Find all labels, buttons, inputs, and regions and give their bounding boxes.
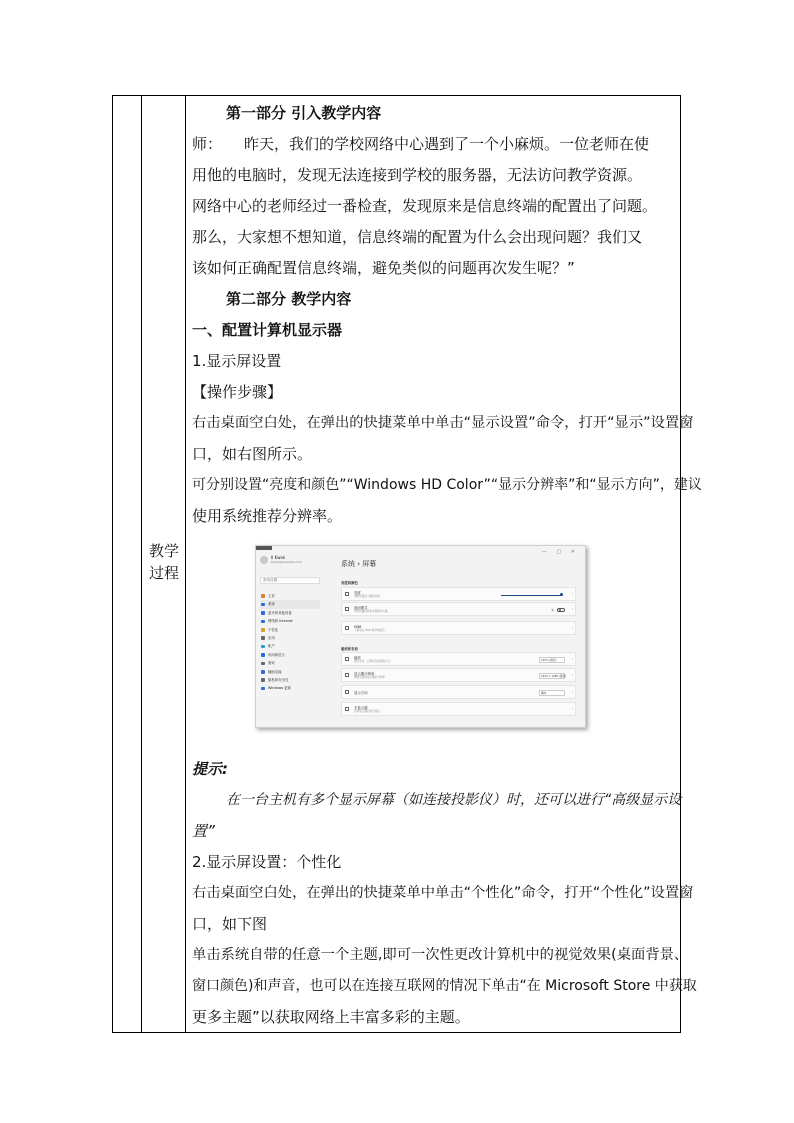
settings-nav-item [260,600,320,608]
user-email: kwok@example.com [271,560,303,564]
card-title: 显示器分辨率 [354,671,375,676]
chevron-right-icon: › [571,690,573,694]
settings-card [341,685,576,699]
tip-line-1: 在一台主机有多个显示屏幕（如连接投影仪）时，还可以进行“高级显示设 [226,792,682,808]
settings-nav-item [260,617,320,625]
chevron-right-icon: › [571,657,573,661]
card-dropdown: 125% (推荐) [539,657,565,663]
brightness-slider [501,595,561,596]
item2-line-1: 右击桌面空白处，在弹出的快捷菜单中单击“个性化”命令，打开“个性化”设置窗 [192,885,694,901]
card-value: 关 [550,607,554,612]
settings-nav-item [260,659,320,667]
step-line-1: 右击桌面空白处，在弹出的快捷菜单中单击“显示设置”命令，打开“显示”设置窗 [192,415,694,431]
user-name: II Kwok [271,555,286,560]
card-icon [345,673,349,677]
avatar [260,556,268,564]
nav-item-icon [261,645,265,649]
settings-card [341,587,576,601]
nav-item-label: 系统 [268,602,275,607]
part1-line-1 [192,129,676,160]
nav-item-icon [261,628,265,632]
step-line-4: 使用系统推荐分辨率。 [192,507,343,525]
settings-card [341,652,576,666]
settings-nav-item [260,634,320,642]
item2-line-2: 口，如下图 [192,915,268,933]
section-scale: 缩放和布局 [341,647,358,651]
tip-line-2: 置” [192,822,215,840]
nav-item-label: 网络和 Internet [268,619,293,624]
card-subtitle: 调整连接的显示器的分辨率 [354,676,386,679]
toggle-dot [559,609,561,611]
card-title: 缩放 [354,655,361,660]
chevron-right-icon: › [571,626,573,630]
settings-nav-item [260,684,320,692]
item2-line-5: 更多主题”以获取网络上丰富多彩的主题。 [192,1008,470,1026]
display-settings-screenshot [255,545,586,728]
card-dropdown: 横向 [539,690,565,696]
item1-title: 1.显示屏设置 [192,352,282,370]
settings-nav-item [260,642,320,650]
card-title: 夜间模式 [354,605,368,610]
chevron-right-icon: › [571,707,573,711]
slider-knob [560,593,563,596]
part1-line-5: 该如何正确配置信息终端，避免类似的问题再次发生呢？” [192,259,575,277]
step-line-2: 口，如右图所示。 [192,445,313,463]
nav-item-icon [261,670,265,674]
card-icon [345,690,349,694]
settings-card [341,668,576,682]
settings-nav-item [260,668,320,676]
chevron-right-icon: › [571,592,573,596]
steps-label: 【操作步骤】 [192,383,283,401]
teacher-prefix: 师： [192,135,223,153]
nav-item-icon [261,653,265,657]
settings-nav-item [260,676,320,684]
nav-item-label: 时间和语言 [268,652,285,657]
item2-line-3: 单击系统自带的任意一个主题,即可一次性更改计算机中的视觉效果(桌面背景、 [192,947,689,963]
nav-item-icon [261,603,265,607]
nav-item-label: 游戏 [268,661,275,666]
card-subtitle: 调整内置显示器的亮度 [354,595,380,598]
card-icon [345,707,349,711]
window-controls-icon: — ▢ ✕ [541,549,579,555]
card-title: 显示方向 [354,690,368,695]
nav-item-icon [261,636,265,640]
nav-item-label: 帐户 [268,644,275,649]
card-icon [345,592,349,596]
nav-item-label: 主页 [268,594,275,598]
settings-nav-item [260,609,320,617]
part1-heading: 第一部分 引入教学内容 [226,104,382,122]
nav-item-icon [261,678,265,682]
card-icon [345,607,349,611]
card-subtitle: 使用较暖的颜色来帮助你入睡 [354,610,388,613]
nav-item-label: 蓝牙和其他设备 [268,610,292,615]
settings-card [341,621,576,635]
settings-nav-item [260,626,320,634]
column-divider-2 [185,96,186,1032]
item2-title: 2.显示屏设置：个性化 [192,853,342,871]
card-title: 亮度 [354,590,361,595]
card-title: HDR [354,624,362,629]
card-icon [345,626,349,630]
nav-item-label: 应用 [268,635,275,640]
nav-item-icon [261,687,265,691]
window-tag [256,546,272,550]
card-subtitle: 更改文本、应用和其他项的大小 [354,660,391,663]
nav-item-icon [261,662,265,666]
part1-line-4: 那么，大家想不想知道，信息终端的配置为什么会出现问题？我们又 [192,228,643,246]
card-dropdown: 1920 × 1080 (推荐) [541,674,567,678]
settings-nav-item [260,651,320,659]
nav-item-label: Windows 更新 [268,686,291,691]
item2-line-4: 窗口颜色)和声音，也可以在连接互联网的情况下单击“在 Microsoft Store 中获取 [192,978,697,994]
step-line-3: 可分别设置“亮度和颜色”“Windows HD Color”“显示分辨率”和“显示方向”，建议 [192,477,702,493]
part2-heading: 第二部分 教学内容 [226,290,352,308]
settings-search: 查找设置 [260,577,320,584]
section-brightness: 亮度和颜色 [341,581,358,585]
settings-nav-item [260,592,320,600]
chevron-right-icon: › [571,607,573,611]
settings-card [341,702,576,716]
nav-item-label: 辅助功能 [268,669,282,674]
nav-item-label: 隐私和安全性 [268,677,289,682]
card-icon [345,657,349,661]
column-divider-1 [141,96,142,1032]
night-light-toggle [557,608,565,612]
nav-item-icon [261,594,265,598]
section1-heading: 一、配置计算机显示器 [192,321,343,339]
settings-nav [260,592,320,693]
nav-item-label: 个性化 [268,627,279,632]
settings-title: 系统 › 屏幕 [341,560,377,568]
nav-item-icon [261,620,265,624]
chevron-right-icon: › [571,673,573,677]
part1-line-3: 网络中心的老师经过一番检查，发现原来是信息终端的配置出了问题。 [192,197,658,215]
tip-label: 提示: [192,760,228,778]
part1-line-2: 用他的电脑时，发现无法连接到学校的服务器，无法访问教学资源。 [192,166,643,184]
nav-item-icon [261,611,265,615]
card-title: 多显示器 [354,705,368,710]
side-label: 教学过程 [148,542,179,582]
part1-line-1-text: 昨天，我们的学校网络中心遇到了一个小麻烦。一位老师在使 [244,135,650,153]
card-subtitle: 了解有关 HDR 的详细信息 [354,629,385,632]
settings-card [341,602,576,616]
card-subtitle: 选择显示器的显示模式 [354,710,380,713]
